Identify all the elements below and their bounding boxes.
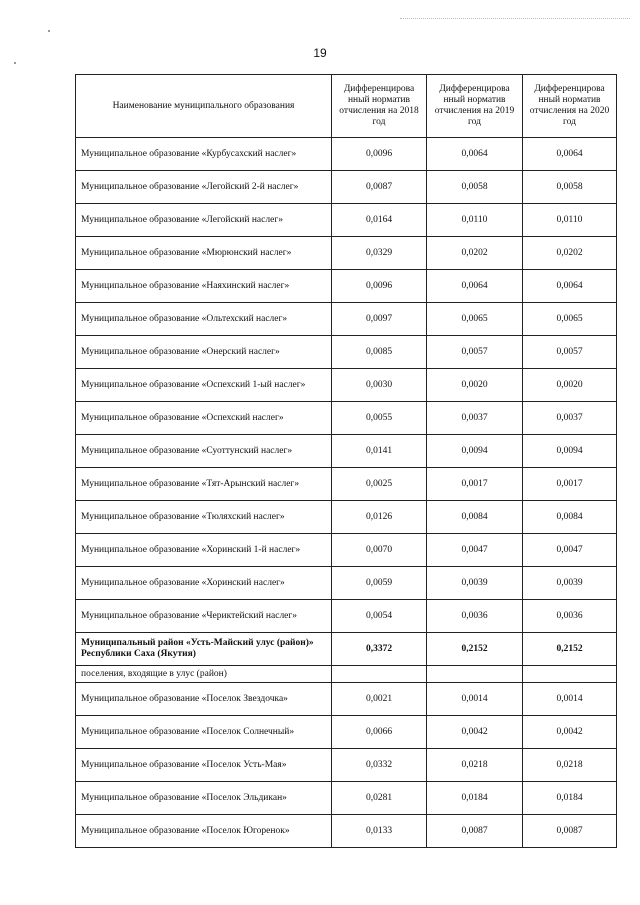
- value-2019: 0,0058: [427, 171, 523, 204]
- header-2018: Дифференцирова нный норматив отчисления на 2018 год: [332, 75, 427, 138]
- value-2020: 0,0064: [523, 138, 617, 171]
- table-row: [76, 270, 617, 303]
- table-row: [76, 782, 617, 815]
- value-2020: 0,0042: [523, 716, 617, 749]
- scan-speck: [14, 62, 16, 64]
- scan-speck: [48, 30, 50, 32]
- value-2018: 0,0054: [332, 600, 427, 633]
- value-2018: 0,0097: [332, 303, 427, 336]
- table-row: [76, 716, 617, 749]
- value-2019: 0,0037: [427, 402, 523, 435]
- page-number: 19: [313, 46, 327, 60]
- value-2019: 0,0218: [427, 749, 523, 782]
- value-2018: 0,0021: [332, 683, 427, 716]
- value-2019: 0,0057: [427, 336, 523, 369]
- value-2019: 0,0087: [427, 815, 523, 848]
- row-name: Муниципальное образование «Поселок Усть-Мая»: [76, 749, 332, 782]
- value-2018: 0,0126: [332, 501, 427, 534]
- table-row: [76, 369, 617, 402]
- table-body: [76, 138, 617, 848]
- value-2020: 0,0064: [523, 270, 617, 303]
- value-2018: 0,0055: [332, 402, 427, 435]
- value-2018: 0,0030: [332, 369, 427, 402]
- value-2018: [332, 666, 427, 683]
- value-2019: 0,0039: [427, 567, 523, 600]
- table-row: [76, 435, 617, 468]
- value-2018: 0,0025: [332, 468, 427, 501]
- row-name: Муниципальное образование «Тюляхский наслег»: [76, 501, 332, 534]
- header-2020: Дифференцирова нный норматив отчисления на 2020 год: [523, 75, 617, 138]
- value-2019: 0,0094: [427, 435, 523, 468]
- value-2020: 0,0087: [523, 815, 617, 848]
- row-name: Муниципальный район «Усть-Майский улус (район)» Республики Саха (Якутия): [76, 633, 332, 666]
- table-row: [76, 336, 617, 369]
- scan-artifact-line: [400, 18, 630, 19]
- value-2019: 0,0064: [427, 138, 523, 171]
- table-row: [76, 683, 617, 716]
- value-2020: 0,0084: [523, 501, 617, 534]
- value-2018: 0,3372: [332, 633, 427, 666]
- value-2020: 0,0020: [523, 369, 617, 402]
- row-name: Муниципальное образование «Легойский наслег»: [76, 204, 332, 237]
- value-2019: 0,0020: [427, 369, 523, 402]
- row-name: Муниципальное образование «Тят-Арынский наслег»: [76, 468, 332, 501]
- value-2020: 0,0065: [523, 303, 617, 336]
- row-name: Муниципальное образование «Оспехский 1-ый наслег»: [76, 369, 332, 402]
- value-2018: 0,0164: [332, 204, 427, 237]
- value-2020: 0,0110: [523, 204, 617, 237]
- table-row: [76, 501, 617, 534]
- table-row: [76, 567, 617, 600]
- value-2019: 0,2152: [427, 633, 523, 666]
- value-2019: 0,0017: [427, 468, 523, 501]
- row-name: Муниципальное образование «Хоринский наслег»: [76, 567, 332, 600]
- normatives-table: [75, 74, 617, 848]
- row-name: Муниципальное образование «Курбусахский наслег»: [76, 138, 332, 171]
- row-name: Муниципальное образование «Поселок Югоренок»: [76, 815, 332, 848]
- table-row: [76, 468, 617, 501]
- value-2020: 0,0202: [523, 237, 617, 270]
- row-name: Муниципальное образование «Хоринский 1-й наслег»: [76, 534, 332, 567]
- value-2020: 0,0017: [523, 468, 617, 501]
- table-row: [76, 171, 617, 204]
- value-2019: 0,0184: [427, 782, 523, 815]
- value-2020: 0,2152: [523, 633, 617, 666]
- row-name: Муниципальное образование «Онерский наслег»: [76, 336, 332, 369]
- row-name: Муниципальное образование «Ольтехский наслег»: [76, 303, 332, 336]
- row-name: Муниципальное образование «Наяхинский наслег»: [76, 270, 332, 303]
- value-2020: 0,0036: [523, 600, 617, 633]
- table-row: [76, 600, 617, 633]
- row-name: Муниципальное образование «Легойский 2-й наслег»: [76, 171, 332, 204]
- value-2020: 0,0037: [523, 402, 617, 435]
- value-2018: 0,0070: [332, 534, 427, 567]
- row-name: Муниципальное образование «Чериктейский наслег»: [76, 600, 332, 633]
- value-2020: 0,0058: [523, 171, 617, 204]
- row-name: Муниципальное образование «Поселок Солнечный»: [76, 716, 332, 749]
- value-2019: 0,0065: [427, 303, 523, 336]
- header-name: Наименование муниципального образования: [76, 75, 332, 138]
- value-2020: 0,0218: [523, 749, 617, 782]
- header-2019: Дифференцирова нный норматив отчисления на 2019 год: [427, 75, 523, 138]
- row-name: Муниципальное образование «Суоттунский наслег»: [76, 435, 332, 468]
- value-2018: 0,0281: [332, 782, 427, 815]
- value-2020: 0,0184: [523, 782, 617, 815]
- value-2019: [427, 666, 523, 683]
- table-row: [76, 402, 617, 435]
- value-2019: 0,0014: [427, 683, 523, 716]
- value-2018: 0,0059: [332, 567, 427, 600]
- row-name: поселения, входящие в улус (район): [76, 666, 332, 683]
- value-2018: 0,0329: [332, 237, 427, 270]
- value-2019: 0,0202: [427, 237, 523, 270]
- row-name: Муниципальное образование «Поселок Эльдикан»: [76, 782, 332, 815]
- table-row: [76, 237, 617, 270]
- table-row: [76, 534, 617, 567]
- row-name: Муниципальное образование «Поселок Звездочка»: [76, 683, 332, 716]
- row-name: Муниципальное образование «Мюрюнский наслег»: [76, 237, 332, 270]
- table-row: [76, 303, 617, 336]
- value-2018: 0,0066: [332, 716, 427, 749]
- value-2020: 0,0057: [523, 336, 617, 369]
- value-2018: 0,0332: [332, 749, 427, 782]
- section-row: [76, 666, 617, 683]
- table-header-row: [76, 75, 617, 138]
- value-2018: 0,0096: [332, 138, 427, 171]
- value-2019: 0,0042: [427, 716, 523, 749]
- value-2018: 0,0085: [332, 336, 427, 369]
- table-row: [76, 633, 617, 666]
- value-2019: 0,0047: [427, 534, 523, 567]
- value-2019: 0,0036: [427, 600, 523, 633]
- table-row: [76, 815, 617, 848]
- table-row: [76, 138, 617, 171]
- row-name: Муниципальное образование «Оспехский наслег»: [76, 402, 332, 435]
- value-2020: 0,0094: [523, 435, 617, 468]
- table-row: [76, 204, 617, 237]
- value-2019: 0,0110: [427, 204, 523, 237]
- value-2020: 0,0039: [523, 567, 617, 600]
- value-2018: 0,0133: [332, 815, 427, 848]
- value-2018: 0,0141: [332, 435, 427, 468]
- value-2019: 0,0064: [427, 270, 523, 303]
- value-2020: 0,0014: [523, 683, 617, 716]
- value-2019: 0,0084: [427, 501, 523, 534]
- value-2018: 0,0087: [332, 171, 427, 204]
- value-2018: 0,0096: [332, 270, 427, 303]
- table-row: [76, 749, 617, 782]
- value-2020: [523, 666, 617, 683]
- value-2020: 0,0047: [523, 534, 617, 567]
